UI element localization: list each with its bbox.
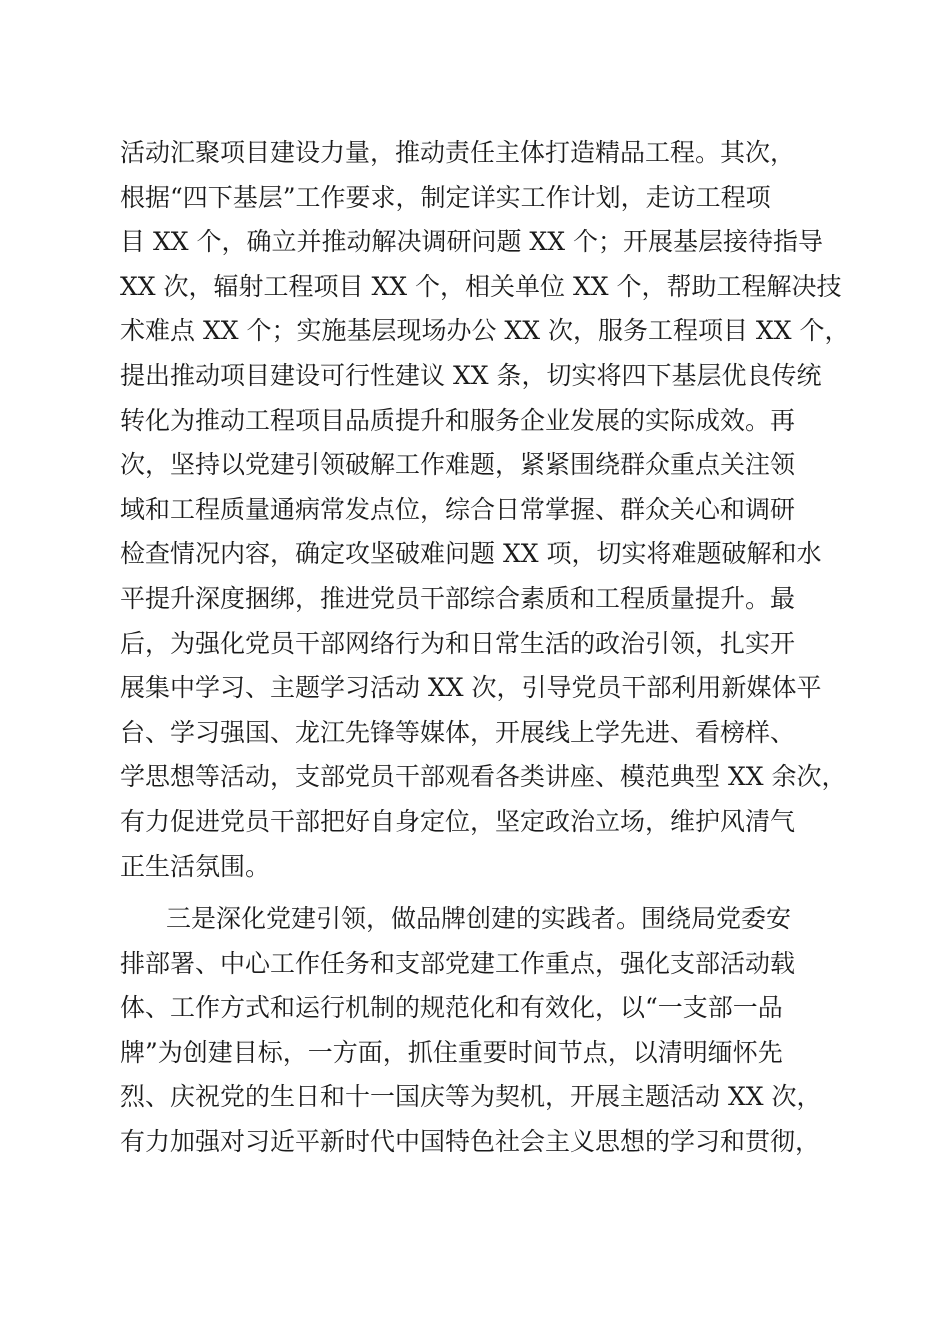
paragraph-line: 正生活氛围。 <box>120 851 271 881</box>
paragraph-line: 检查情况内容，确定攻坚破难问题 XX 项，切实将难题破解和水 <box>120 539 822 569</box>
paragraph-line: 烈、庆祝党的生日和十一国庆等为契机，开展主题活动 XX 次， <box>120 1082 822 1112</box>
paragraph-line: 活动汇聚项目建设力量，推动责任主体打造精品工程。其次， <box>120 138 796 167</box>
paragraph-line: 域和工程质量通病常发点位，综合日常掌握、群众关心和调研 <box>120 494 796 524</box>
paragraph-line: 转化为推动工程项目品质提升和服务企业发展的实际成效。再 <box>120 405 796 435</box>
paragraph-line: 学思想等活动，支部党员干部观看各类讲座、模范典型 XX 余次， <box>120 762 847 792</box>
paragraph-first-line: 三是深化党建引领，做品牌创建的实践者。围绕局党委安 <box>166 904 792 933</box>
paragraph-line: 平提升深度捆绑，推进党员干部综合素质和工程质量提升。最 <box>120 583 796 613</box>
paragraph-line: 次，坚持以党建引领破解工作难题，紧紧围绕群众重点关注领 <box>120 450 796 480</box>
paragraph-line: 排部署、中心工作任务和支部党建工作重点，强化支部活动载 <box>120 948 796 978</box>
paragraph-line: 后，为强化党员干部网络行为和日常生活的政治引领，扎实开 <box>120 628 796 658</box>
paragraph-line: 展集中学习、主题学习活动 XX 次，引导党员干部利用新媒体平 <box>120 673 822 703</box>
paragraph-line: 体、工作方式和运行机制的规范化和有效化，以“一支部一品 <box>120 993 783 1023</box>
paragraph-line: 术难点 XX 个；实施基层现场办公 XX 次，服务工程项目 XX 个， <box>120 316 850 346</box>
paragraph-line: 有力加强对习近平新时代中国特色社会主义思想的学习和贯彻， <box>120 1126 821 1156</box>
paragraph-line: 有力促进党员干部把好自身定位，坚定政治立场，维护风清气 <box>120 806 796 836</box>
paragraph-line: XX 次，辐射工程项目 XX 个，相关单位 XX 个，帮助工程解决技 <box>120 271 842 301</box>
paragraph-1 <box>120 131 850 889</box>
paragraph-line: 台、学习强国、龙江先锋等媒体，开展线上学先进、看榜样、 <box>120 717 796 747</box>
paragraph-line: 根据“四下基层”工作要求，制定详实工作计划，走访工程项 <box>120 182 771 212</box>
paragraph-line: 提出推动项目建设可行性建议 XX 条，切实将四下基层优良传统 <box>120 360 822 390</box>
paragraph-2 <box>120 897 840 1165</box>
paragraph-line: 目 XX 个，确立并推动解决调研问题 XX 个；开展基层接待指导 <box>120 227 823 257</box>
paragraph-line: 牌”为创建目标，一方面，抓住重要时间节点，以清明缅怀先 <box>120 1037 783 1067</box>
